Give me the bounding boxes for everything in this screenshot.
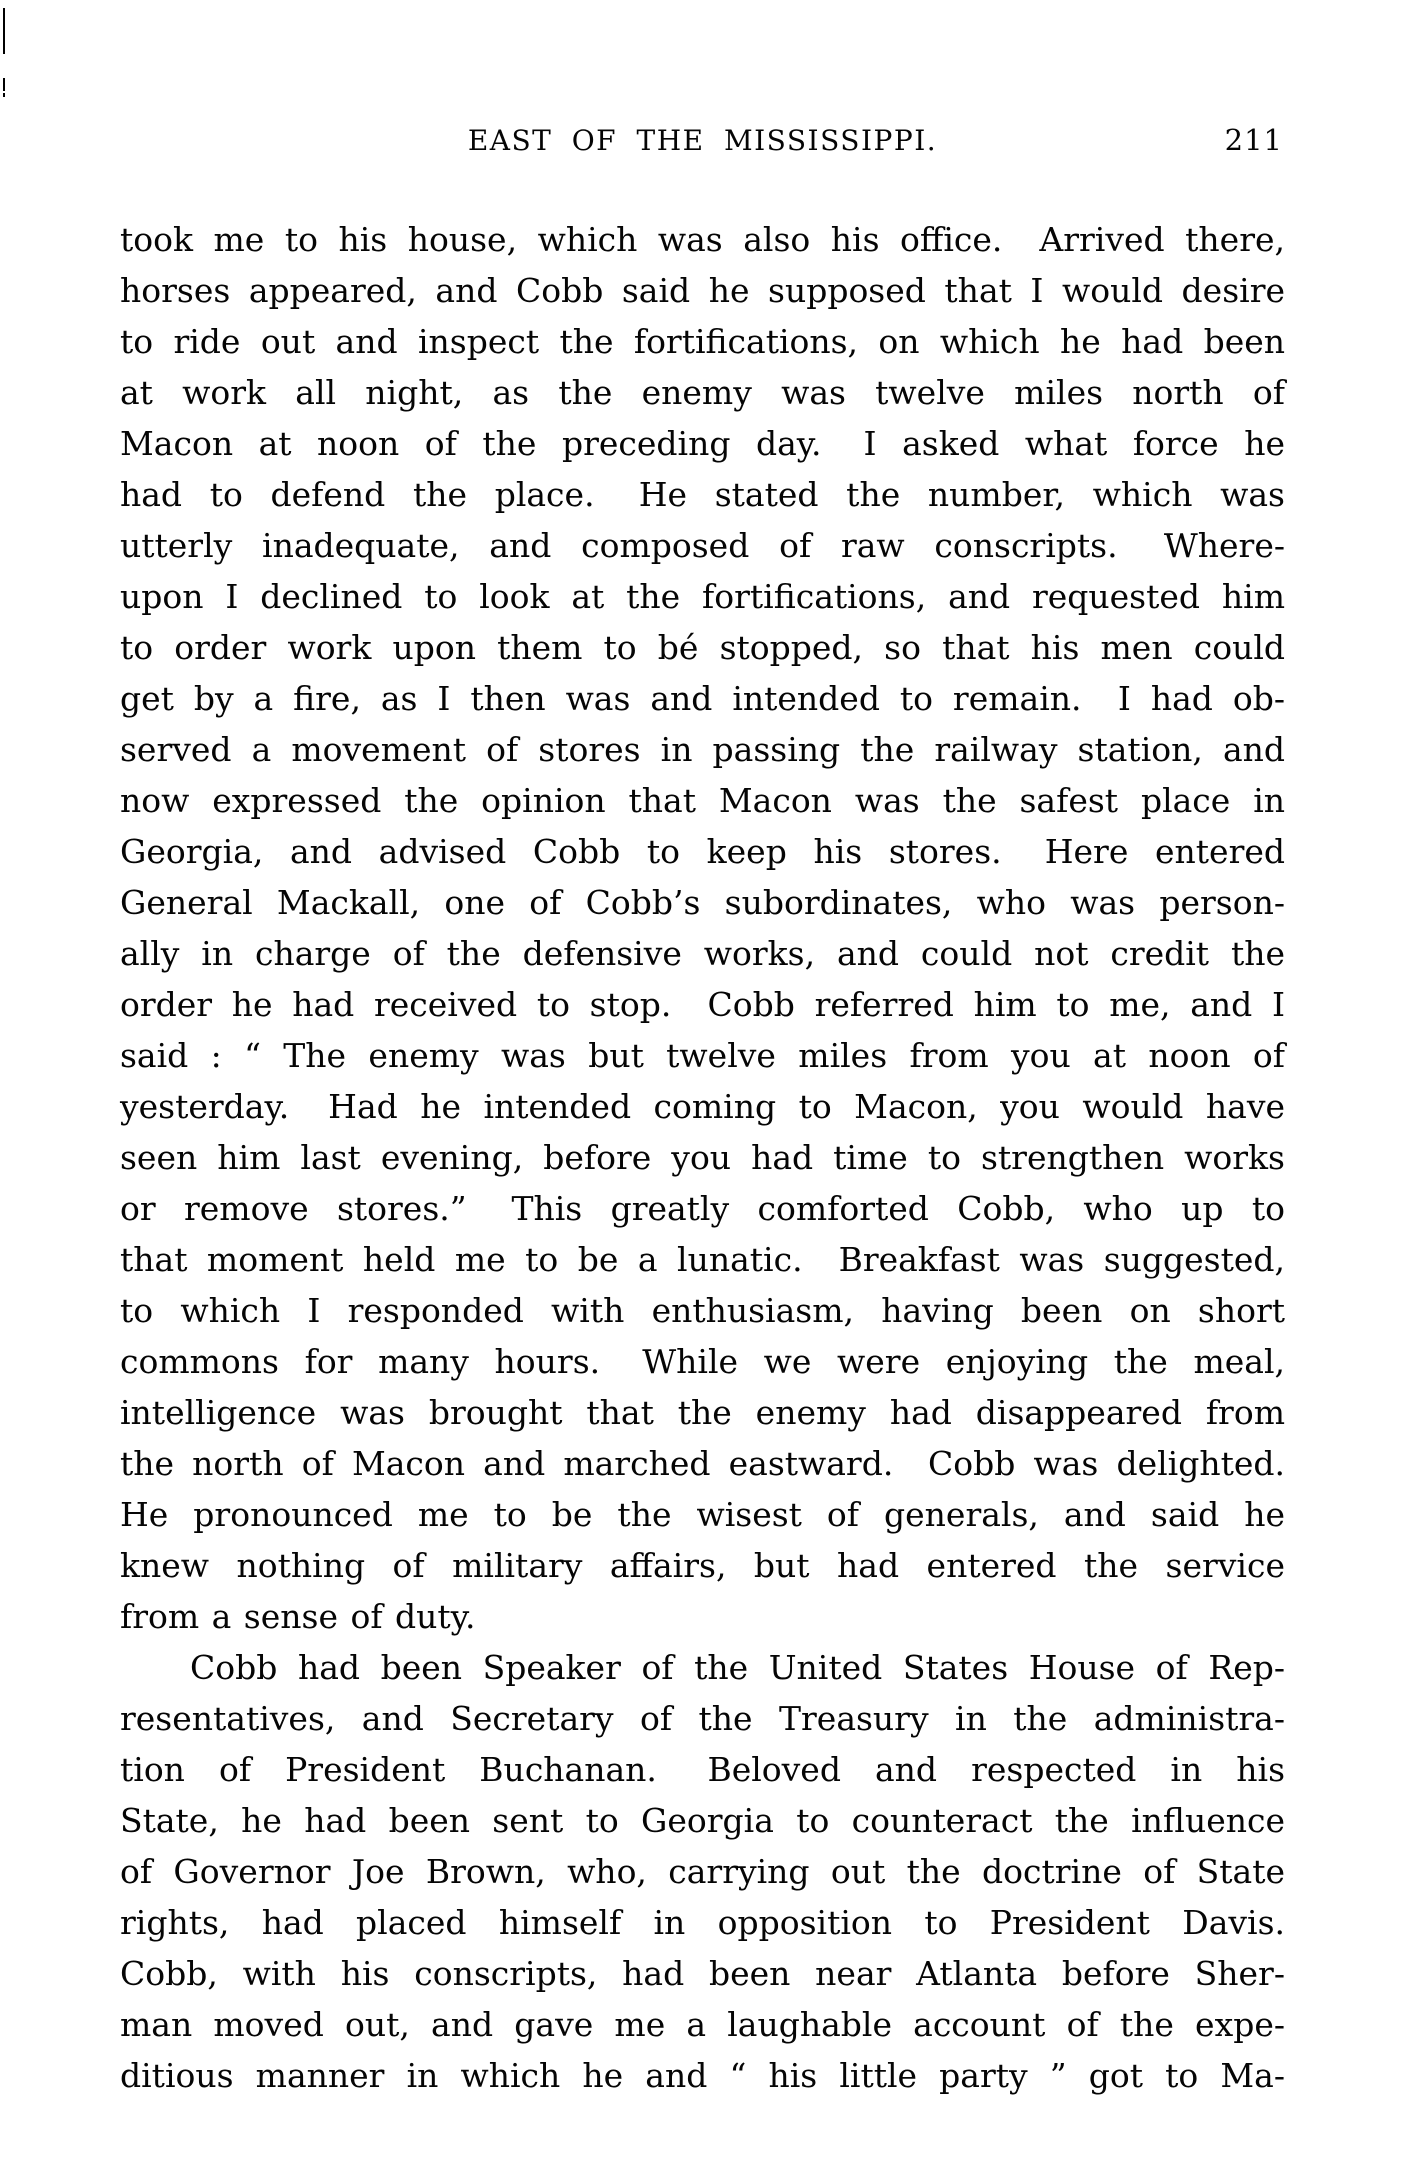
text-line: get by a fire, as I then was and intended to remain. I had ob-	[120, 679, 1285, 718]
scan-artifact-line	[3, 8, 5, 54]
text-line: horses appeared, and Cobb said he supposed that I would desire	[120, 271, 1285, 310]
text-line: from a sense of duty.	[120, 1597, 476, 1636]
page-header	[120, 124, 1285, 160]
text-line: tion of President Buchanan. Beloved and respected in his	[120, 1750, 1285, 1789]
text-line: now expressed the opinion that Macon was the safest place in	[120, 781, 1285, 820]
text-line: utterly inadequate, and composed of raw conscripts. Where-	[120, 526, 1285, 565]
text-line: Cobb had been Speaker of the United States House of Rep-	[190, 1648, 1285, 1687]
text-line: order he had received to stop. Cobb referred him to me, and I	[120, 985, 1285, 1024]
text-line: took me to his house, which was also his office. Arrived there,	[120, 220, 1285, 259]
text-line: to order work upon them to bé stopped, so that his men could	[120, 628, 1285, 667]
scan-artifact-line	[3, 93, 5, 97]
text-line: resentatives, and Secretary of the Treasury in the administra-	[120, 1699, 1285, 1738]
text-line: to which I responded with enthusiasm, having been on short	[120, 1291, 1285, 1330]
text-line: General Mackall, one of Cobb’s subordinates, who was person-	[120, 883, 1285, 922]
text-line: State, he had been sent to Georgia to counteract the influence	[120, 1801, 1285, 1840]
running-title: EAST OF THE MISSISSIPPI.	[467, 124, 938, 157]
text-line: knew nothing of military affairs, but had entered the service	[120, 1546, 1285, 1585]
text-line: at work all night, as the enemy was twelve miles north of	[120, 373, 1285, 412]
page-number: 211	[1224, 123, 1283, 157]
text-line: of Governor Joe Brown, who, carrying out the doctrine of State	[120, 1852, 1285, 1891]
text-line: had to defend the place. He stated the number, which was	[120, 475, 1285, 514]
text-line: or remove stores.” This greatly comforted Cobb, who up to	[120, 1189, 1285, 1228]
text-line: rights, had placed himself in opposition to President Davis.	[120, 1903, 1285, 1942]
text-block	[120, 214, 1285, 2101]
text-line: He pronounced me to be the wisest of generals, and said he	[120, 1495, 1285, 1534]
text-line: that moment held me to be a lunatic. Breakfast was suggested,	[120, 1240, 1285, 1279]
text-line: said : “ The enemy was but twelve miles from you at noon of	[120, 1036, 1285, 1075]
text-line: seen him last evening, before you had time to strengthen works	[120, 1138, 1285, 1177]
scan-artifact-line	[3, 78, 5, 91]
text-line: commons for many hours. While we were enjoying the meal,	[120, 1342, 1285, 1381]
text-line: Cobb, with his conscripts, had been near Atlanta before Sher-	[120, 1954, 1285, 1993]
text-line: yesterday. Had he intended coming to Macon, you would have	[120, 1087, 1285, 1126]
text-line: the north of Macon and marched eastward. Cobb was delighted.	[120, 1444, 1285, 1483]
text-line: served a movement of stores in passing the railway station, and	[120, 730, 1285, 769]
text-line: Georgia, and advised Cobb to keep his stores. Here entered	[120, 832, 1285, 871]
text-line: ditious manner in which he and “ his little party ” got to Ma-	[120, 2056, 1285, 2095]
text-line: ally in charge of the defensive works, and could not credit the	[120, 934, 1285, 973]
text-line: upon I declined to look at the fortifications, and requested him	[120, 577, 1285, 616]
text-line: to ride out and inspect the fortifications, on which he had been	[120, 322, 1285, 361]
text-line: intelligence was brought that the enemy had disappeared from	[120, 1393, 1285, 1432]
text-line: Macon at noon of the preceding day. I asked what force he	[120, 424, 1285, 463]
text-line: man moved out, and gave me a laughable account of the expe-	[120, 2005, 1285, 2044]
